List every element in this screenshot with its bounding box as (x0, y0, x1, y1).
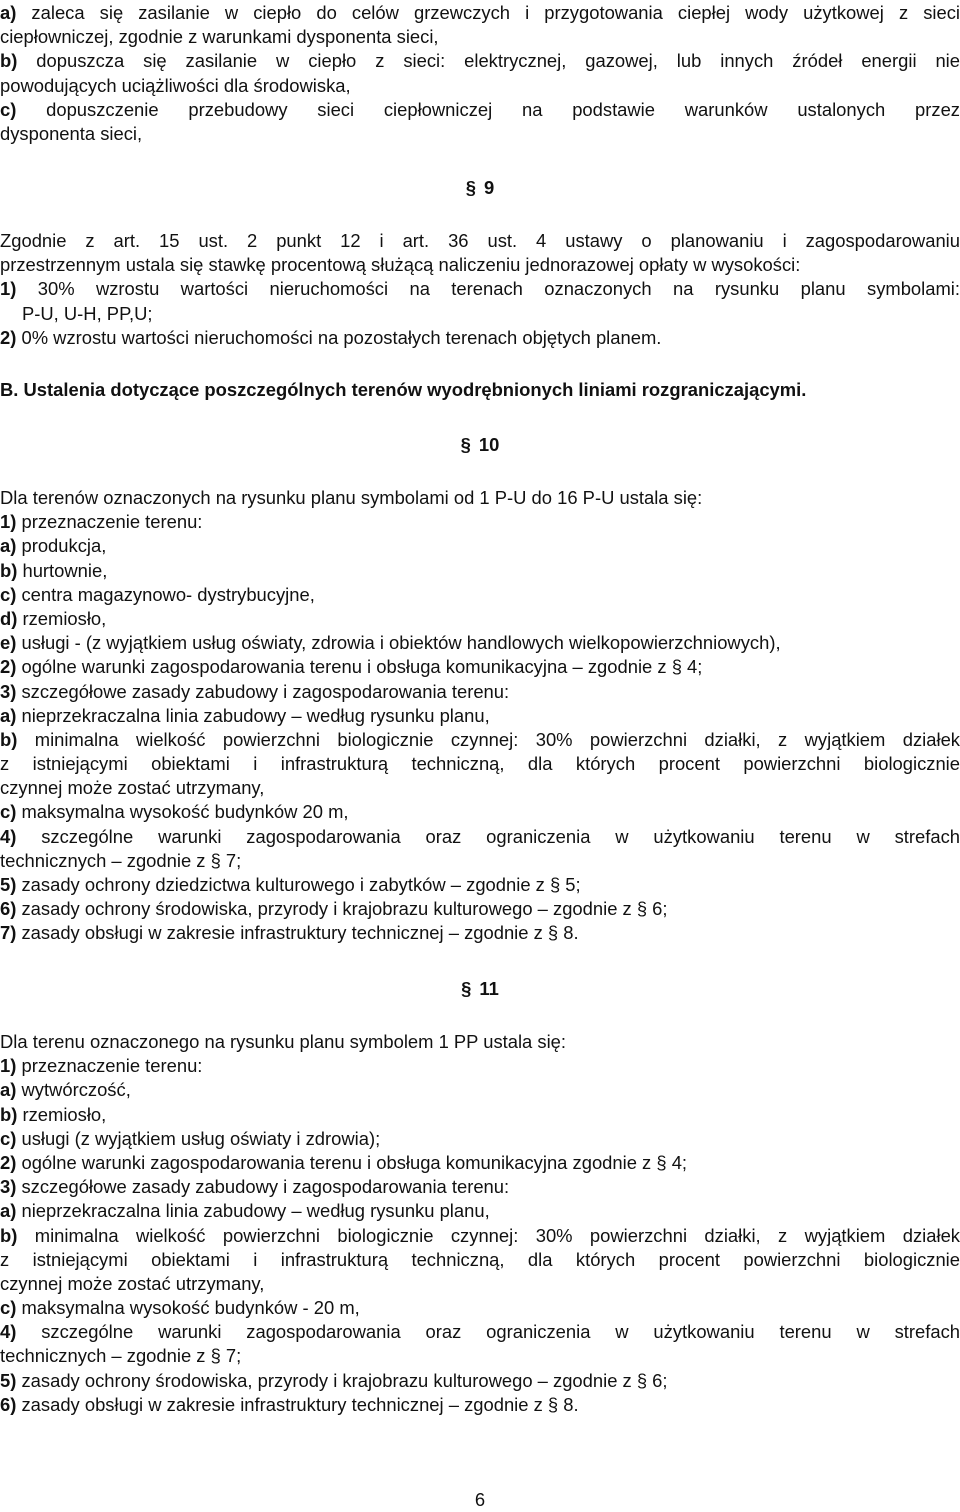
section-11-body (0, 1030, 960, 1417)
list-marker: 1) (0, 511, 17, 533)
text-line (0, 486, 960, 510)
line-text: zasady obsługi w zakresie infrastruktury technicznej – zgodnie z § 8. (16, 922, 579, 944)
section-9-heading (0, 176, 960, 200)
text-line (0, 607, 960, 631)
line-text: minimalna wielkość powierzchni biologicznie czynnej: 30% powierzchni działki, z wyjątkiem działek (17, 728, 960, 750)
text-line (0, 74, 960, 98)
text-line (0, 1054, 960, 1078)
list-marker: 1) (0, 278, 17, 300)
list-marker: 6) (0, 898, 17, 920)
line-text: przeznaczenie terenu: (16, 1055, 203, 1077)
list-marker: a) (0, 1079, 17, 1101)
list-marker: b) (0, 50, 18, 72)
section-symbol: § (460, 434, 471, 455)
line-text: ogólne warunki zagospodarowania terenu i obsługa komunikacyjna – zgodnie z § 4; (16, 656, 703, 678)
text-line (0, 122, 960, 146)
text-line (0, 631, 960, 655)
list-marker: b) (0, 1103, 18, 1125)
line-text: nieprzekraczalna linia zabudowy – według rysunku planu, (16, 704, 490, 726)
section-number: 11 (479, 978, 499, 999)
text-line (0, 1030, 960, 1054)
line-text: z istniejącymi obiektami i infrastrukturą techniczną, dla których procent powierzchni biologicznie (0, 1248, 960, 1270)
text-line (0, 49, 960, 73)
text-line (0, 1296, 960, 1320)
text-line (0, 1, 960, 25)
list-marker: c) (0, 1297, 17, 1319)
part-b-heading (0, 378, 960, 402)
line-text: usługi - (z wyjątkiem usług oświaty, zdrowia i obiektów handlowych wielkopowierzchniowych), (16, 632, 781, 654)
line-text: ciepłowniczej, zgodnie z warunkami dysponenta sieci, (0, 26, 439, 48)
section-symbol: § (465, 177, 476, 198)
line-text: P-U, U-H, PP,U; (22, 302, 153, 324)
section-symbol: § (461, 978, 472, 999)
list-marker: 5) (0, 874, 17, 895)
text-line (0, 680, 960, 704)
text-line (0, 326, 960, 350)
list-marker: b) (0, 1224, 18, 1246)
line-text: przestrzennym ustala się stawkę procentową służącą naliczeniu jednorazowej opłaty w wysokości: (0, 254, 801, 276)
text-line (0, 1320, 960, 1344)
text-line (0, 559, 960, 583)
text-line (0, 752, 960, 776)
line-text: 30% wzrostu wartości nieruchomości na terenach oznaczonych na rysunku planu symbolami: (16, 278, 960, 300)
list-marker: 3) (0, 680, 17, 702)
list-marker: a) (0, 1200, 17, 1222)
section-number: 10 (478, 434, 500, 455)
section-10-body (0, 486, 960, 946)
text-line (0, 229, 960, 253)
list-marker: c) (0, 98, 17, 120)
page-number: 6 (474, 1489, 486, 1510)
line-text: szczegółowe zasady zabudowy i zagospodarowania terenu: (16, 1176, 510, 1198)
line-text: nieprzekraczalna linia zabudowy – według rysunku planu, (16, 1200, 490, 1222)
text-line (0, 1224, 960, 1248)
text-line (0, 277, 960, 301)
text-line (0, 1199, 960, 1223)
list-marker: 2) (0, 656, 17, 678)
line-text: szczególne warunki zagospodarowania oraz ograniczenia w użytkowaniu terenu w strefach (16, 825, 960, 847)
list-marker: 1) (0, 1055, 17, 1077)
line-text: dysponenta sieci, (0, 122, 143, 144)
list-marker: 5) (0, 1369, 17, 1391)
heating-provisions (0, 1, 960, 146)
line-text: rzemiosło, (17, 1103, 107, 1125)
text-line (0, 776, 960, 800)
line-text: powodujących uciążliwości dla środowiska, (0, 74, 351, 96)
list-marker: b) (0, 559, 18, 581)
text-line (0, 897, 960, 921)
line-text: produkcja, (16, 535, 107, 557)
text-line (0, 655, 960, 679)
text-line (0, 510, 960, 534)
line-text: hurtownie, (17, 559, 108, 581)
line-text: z istniejącymi obiektami i infrastrukturą techniczną, dla których procent powierzchni biologicznie (0, 753, 960, 775)
line-text: maksymalna wysokość budynków 20 m, (16, 801, 349, 823)
line-text: zasady obsługi w zakresie infrastruktury technicznej – zgodnie z § 8. (16, 1393, 579, 1415)
line-text: czynnej może zostać utrzymany, (0, 777, 265, 799)
line-text: szczegółowe zasady zabudowy i zagospodarowania terenu: (16, 680, 510, 702)
line-text: technicznych – zgodnie z § 7; (0, 1345, 242, 1367)
list-marker: c) (0, 1127, 17, 1149)
line-text: usługi (z wyjątkiem usług oświaty i zdrowia); (16, 1127, 381, 1149)
line-text: przeznaczenie terenu: (16, 511, 203, 533)
line-text: Dla terenów oznaczonych na rysunku planu symbolami od 1 P-U do 16 P-U ustala się: (0, 487, 703, 508)
text-line (0, 98, 960, 122)
list-marker: 4) (0, 1321, 17, 1343)
text-line (0, 25, 960, 49)
text-line (0, 534, 960, 558)
text-line (0, 1175, 960, 1199)
text-line (0, 873, 960, 897)
text-line (0, 1248, 960, 1272)
part-b-title: B. Ustalenia dotyczące poszczególnych terenów wyodrębnionych liniami rozgraniczającymi. (0, 379, 807, 400)
text-line (0, 1272, 960, 1296)
text-line (0, 825, 960, 849)
list-marker: e) (0, 632, 17, 654)
text-line (0, 1393, 960, 1417)
list-marker: b) (0, 728, 18, 750)
line-text: dopuszcza się zasilanie w ciepło z sieci: elektrycznej, gazowej, lub innych źródeł energii nie (17, 50, 960, 72)
text-line (0, 1369, 960, 1393)
list-marker: c) (0, 801, 17, 823)
line-text: szczególne warunki zagospodarowania oraz ograniczenia w użytkowaniu terenu w strefach (16, 1321, 960, 1343)
line-text: minimalna wielkość powierzchni biologicznie czynnej: 30% powierzchni działki, z wyjątkiem działek (17, 1224, 960, 1246)
list-marker: 6) (0, 1393, 17, 1415)
text-line (0, 728, 960, 752)
text-line (0, 704, 960, 728)
line-text: technicznych – zgodnie z § 7; (0, 849, 242, 871)
list-marker: a) (0, 535, 17, 557)
text-line (0, 1127, 960, 1151)
line-text: zasady ochrony środowiska, przyrody i krajobrazu kulturowego – zgodnie z § 6; (16, 898, 668, 920)
text-line (0, 253, 960, 277)
line-text: ogólne warunki zagospodarowania terenu i obsługa komunikacyjna zgodnie z § 4; (16, 1151, 688, 1173)
text-line (0, 1103, 960, 1127)
section-number: 9 (484, 177, 495, 198)
line-text: Dla terenu oznaczonego na rysunku planu symbolem 1 PP ustala się: (0, 1031, 567, 1052)
line-text: zasady ochrony dziedzictwa kulturowego i zabytków – zgodnie z § 5; (16, 874, 581, 895)
list-marker: 3) (0, 1176, 17, 1198)
text-line (0, 1078, 960, 1102)
line-text: maksymalna wysokość budynków - 20 m, (16, 1297, 360, 1319)
text-line (0, 849, 960, 873)
line-text: zasady ochrony środowiska, przyrody i krajobrazu kulturowego – zgodnie z § 6; (16, 1369, 668, 1391)
text-line (0, 302, 960, 326)
line-text: zaleca się zasilanie w ciepło do celów grzewczych i przygotowania ciepłej wody użytkowej z sieci (16, 2, 960, 23)
list-marker: 2) (0, 326, 17, 348)
list-marker: 7) (0, 922, 17, 944)
section-9-body (0, 229, 960, 350)
section-10-heading (0, 433, 960, 457)
list-marker: c) (0, 583, 17, 605)
list-marker: 2) (0, 1151, 17, 1173)
line-text: dopuszczenie przebudowy sieci ciepłowniczej na podstawie warunków ustalonych przez (16, 98, 960, 120)
text-line (0, 1151, 960, 1175)
list-marker: a) (0, 704, 17, 726)
line-text: Zgodnie z art. 15 ust. 2 punkt 12 i art. 36 ust. 4 ustawy o planowaniu i zagospodarowaniu (0, 230, 960, 251)
list-marker: a) (0, 2, 17, 23)
line-text: 0% wzrostu wartości nieruchomości na pozostałych terenach objętych planem. (16, 326, 662, 348)
line-text: centra magazynowo- dystrybucyjne, (16, 583, 315, 605)
list-marker: d) (0, 607, 18, 629)
text-line (0, 583, 960, 607)
line-text: czynnej może zostać utrzymany, (0, 1272, 265, 1294)
line-text: rzemiosło, (17, 607, 107, 629)
list-marker: 4) (0, 825, 17, 847)
line-text: wytwórczość, (16, 1079, 131, 1101)
text-line (0, 800, 960, 824)
text-line (0, 921, 960, 945)
text-line (0, 1344, 960, 1368)
section-11-heading (0, 977, 960, 1001)
